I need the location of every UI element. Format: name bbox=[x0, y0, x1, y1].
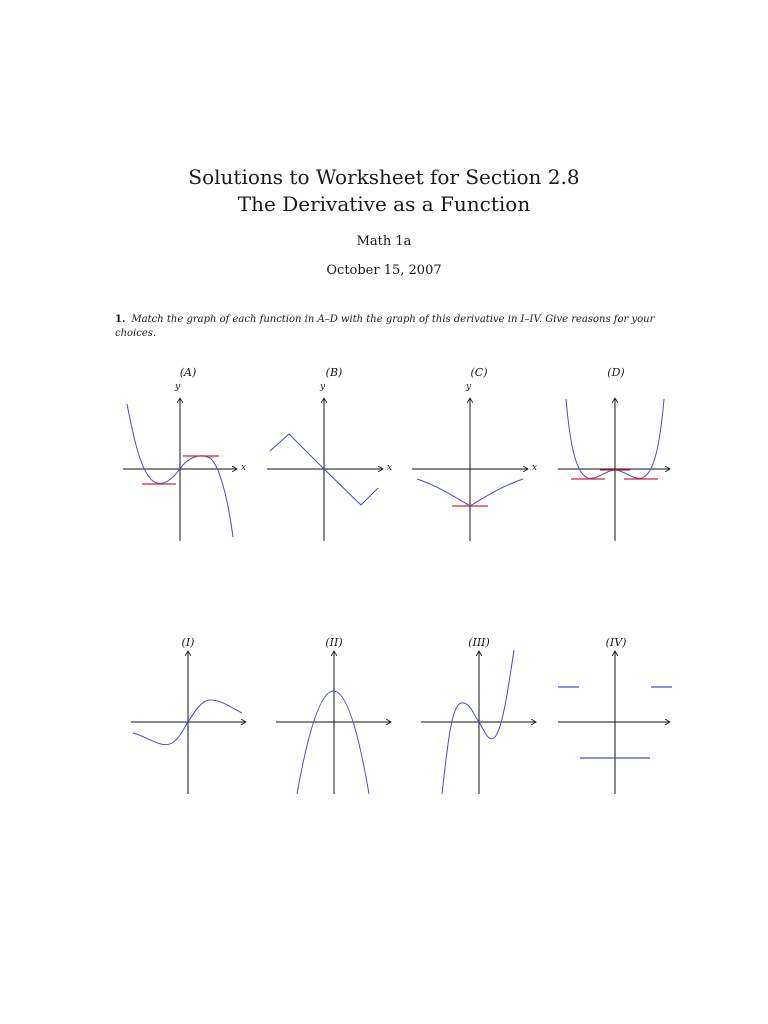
graph-a-y-label: y bbox=[175, 382, 181, 392]
graph-ii-curve bbox=[297, 691, 369, 794]
course-name: Math 1a bbox=[356, 234, 412, 249]
graph-iv-label: (IV) bbox=[605, 636, 627, 649]
graph-a-label: (A) bbox=[179, 366, 197, 379]
graph-b-label: (B) bbox=[325, 366, 343, 379]
graph-b-y-label: y bbox=[320, 382, 326, 392]
title-line-2: The Derivative as a Function bbox=[237, 192, 531, 216]
graph-ii bbox=[276, 651, 391, 794]
graph-iii-label: (III) bbox=[468, 636, 490, 649]
graph-a-x-label: x bbox=[241, 463, 247, 473]
graph-i bbox=[131, 651, 246, 794]
graph-iv bbox=[558, 651, 672, 794]
graph-b bbox=[267, 398, 383, 541]
graph-c bbox=[412, 398, 528, 541]
graph-d-label: (D) bbox=[607, 366, 625, 379]
graph-b-x-label: x bbox=[387, 463, 393, 473]
graph-d bbox=[558, 398, 670, 541]
graph-a bbox=[123, 398, 237, 541]
graph-ii-label: (II) bbox=[325, 636, 343, 649]
document-date: October 15, 2007 bbox=[326, 263, 442, 278]
graph-i-label: (I) bbox=[181, 636, 195, 649]
graph-iii bbox=[421, 650, 536, 794]
title-line-1: Solutions to Worksheet for Section 2.8 bbox=[188, 165, 580, 189]
graph-c-label: (C) bbox=[470, 366, 488, 379]
problem-number: 1. bbox=[115, 314, 126, 325]
graph-c-x-label: x bbox=[532, 463, 538, 473]
graph-c-y-label: y bbox=[466, 382, 472, 392]
problem-text: Match the graph of each function in A–D with the graph of this derivative in I–IV. Give reasons for your choices. bbox=[115, 314, 655, 339]
